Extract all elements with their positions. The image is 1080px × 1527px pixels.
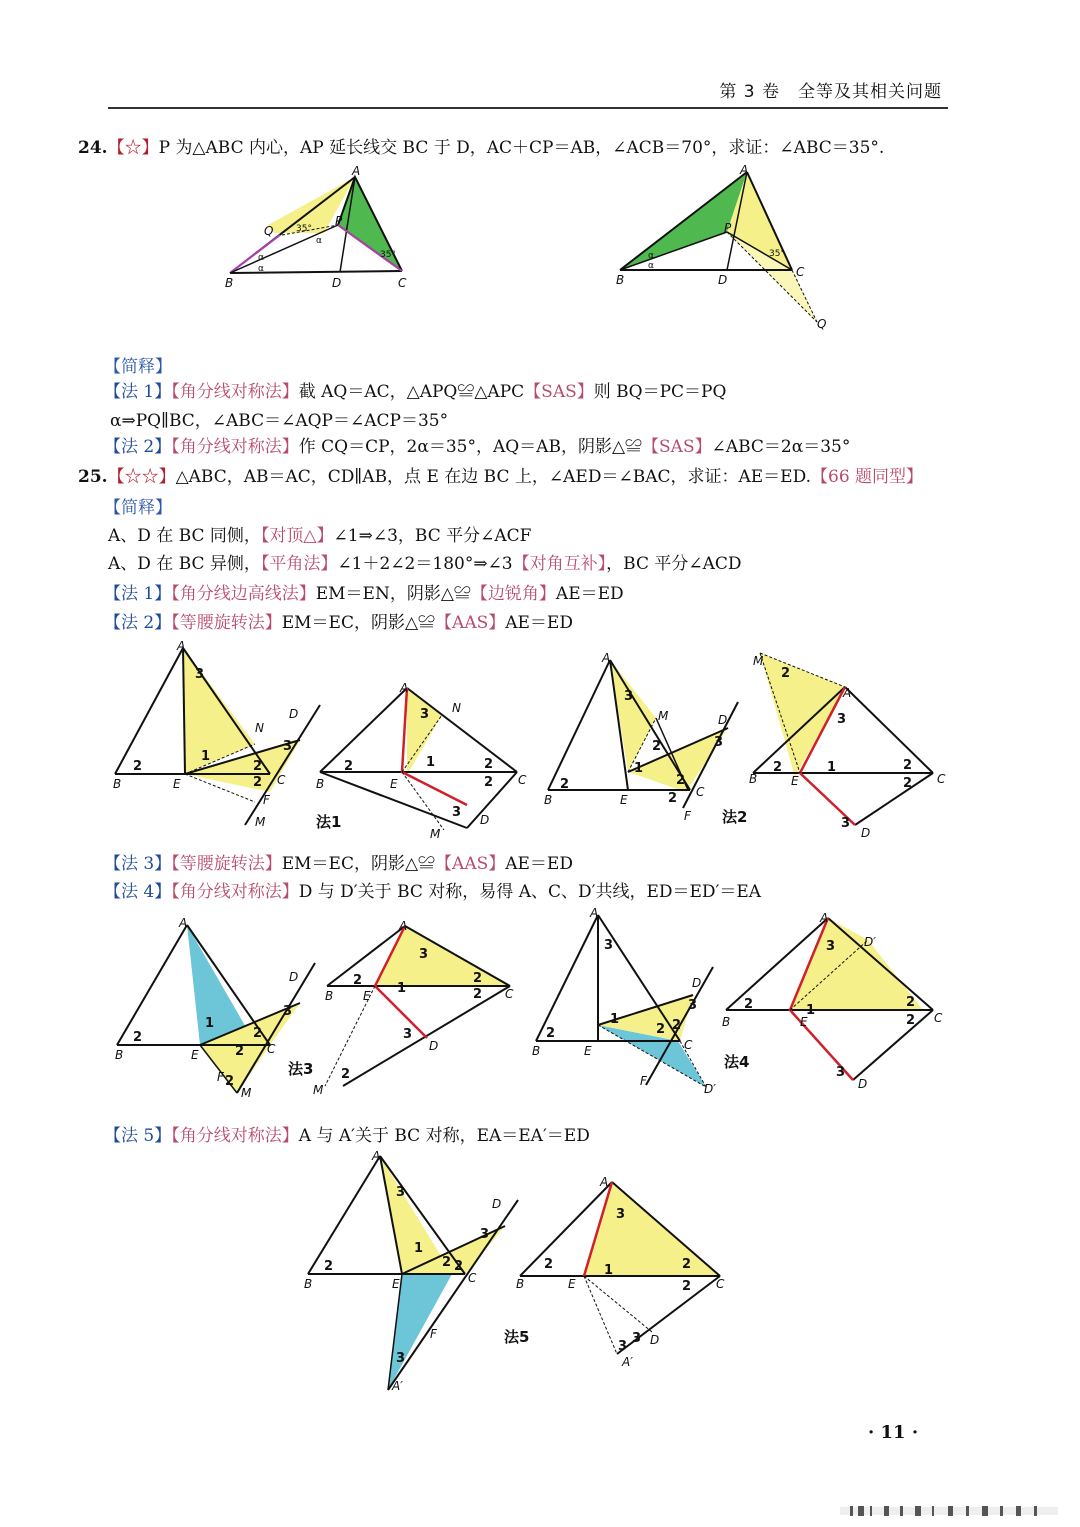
svg-text:2: 2 <box>672 1018 682 1033</box>
q25-figure-row3-1 <box>300 1148 530 1398</box>
svg-text:D: D <box>429 1039 439 1053</box>
svg-text:F: F <box>217 1070 224 1084</box>
svg-text:E: E <box>390 777 398 791</box>
svg-text:B: B <box>616 273 625 287</box>
page-number: · 11 · <box>868 1422 919 1443</box>
svg-text:3: 3 <box>841 816 851 831</box>
svg-text:A: A <box>590 906 599 920</box>
svg-text:2: 2 <box>133 759 143 774</box>
svg-text:D: D <box>289 707 299 721</box>
q25-method-5: 【法 5】【角分线对称法】A 与 A′关于 BC 对称，EA＝EA′＝ED <box>104 1126 590 1146</box>
svg-text:A: A <box>372 1149 381 1163</box>
caption-fa1: 法1 <box>316 813 342 831</box>
svg-text:1: 1 <box>634 761 644 776</box>
barcode-strip <box>840 1505 1058 1517</box>
svg-text:2: 2 <box>341 1067 351 1082</box>
svg-text:2: 2 <box>656 1022 666 1037</box>
svg-text:B: B <box>225 276 234 290</box>
svg-text:B: B <box>532 1044 541 1058</box>
svg-text:F: F <box>684 809 691 823</box>
svg-text:A′: A′ <box>622 1355 633 1369</box>
svg-text:35°: 35° <box>769 249 785 259</box>
svg-text:E: E <box>363 989 371 1003</box>
svg-text:F: F <box>640 1074 647 1088</box>
svg-text:F: F <box>263 793 270 807</box>
svg-text:D: D <box>332 276 342 290</box>
q25-figure-row1-4 <box>745 645 955 845</box>
svg-text:C: C <box>277 773 286 787</box>
svg-text:3: 3 <box>283 739 293 754</box>
q25-method-4: 【法 4】【角分线对称法】D 与 D′关于 BC 对称，易得 A、C、D′共线，ED＝ED′＝EA <box>104 882 762 902</box>
svg-text:C: C <box>716 1277 725 1291</box>
svg-text:α: α <box>258 264 264 274</box>
svg-text:2: 2 <box>253 1026 263 1041</box>
svg-text:2: 2 <box>676 773 686 788</box>
svg-text:2: 2 <box>903 776 913 791</box>
svg-text:A: A <box>600 1175 609 1189</box>
svg-text:E: E <box>620 793 628 807</box>
q25-jianshi: 【简释】 <box>104 498 172 518</box>
q25-figure-row2-2 <box>305 918 530 1098</box>
svg-text:3: 3 <box>604 938 614 953</box>
header-title: 第 3 卷 全等及其相关问题 <box>719 82 942 102</box>
svg-text:2: 2 <box>682 1279 692 1294</box>
svg-text:2: 2 <box>442 1255 452 1270</box>
svg-text:B: B <box>325 989 334 1003</box>
svg-text:E: E <box>392 1277 400 1291</box>
svg-text:D: D <box>858 1077 868 1091</box>
svg-text:P: P <box>724 221 732 235</box>
svg-text:B: B <box>316 777 325 791</box>
svg-text:3: 3 <box>419 947 429 962</box>
svg-text:1: 1 <box>604 1263 614 1278</box>
svg-text:3: 3 <box>616 1207 626 1222</box>
svg-text:2: 2 <box>324 1259 334 1274</box>
svg-text:M: M <box>430 827 441 841</box>
caption-fa3: 法3 <box>288 1060 314 1078</box>
svg-text:A: A <box>177 640 186 653</box>
q25-line-2: A、D 在 BC 异侧，【平角法】∠1＋2∠2＝180°⇒∠3【对角互补】，BC 平分∠ACD <box>108 554 742 574</box>
svg-text:A′: A′ <box>392 1379 403 1393</box>
svg-text:E: E <box>568 1277 576 1291</box>
svg-text:D: D <box>492 1197 502 1211</box>
svg-text:3: 3 <box>396 1351 406 1366</box>
svg-text:B: B <box>722 1015 731 1029</box>
svg-text:M: M <box>255 815 266 829</box>
svg-text:2: 2 <box>473 987 483 1002</box>
svg-text:N: N <box>452 701 461 715</box>
svg-text:α: α <box>258 253 264 263</box>
svg-text:A: A <box>399 919 408 933</box>
svg-text:3: 3 <box>195 667 205 682</box>
svg-text:B: B <box>304 1277 313 1291</box>
q24-number: 24. <box>78 138 108 158</box>
svg-text:1: 1 <box>414 1241 424 1256</box>
svg-text:A: A <box>820 911 829 925</box>
svg-text:M: M <box>753 654 764 668</box>
svg-text:2: 2 <box>544 1257 554 1272</box>
svg-text:1: 1 <box>806 1003 816 1018</box>
svg-text:α: α <box>648 251 654 261</box>
svg-text:2: 2 <box>484 775 494 790</box>
svg-text:C: C <box>937 772 946 786</box>
svg-text:E: E <box>800 1015 808 1029</box>
svg-text:B: B <box>115 1048 124 1062</box>
svg-text:B: B <box>113 777 122 791</box>
svg-text:2: 2 <box>344 759 354 774</box>
svg-text:3: 3 <box>632 1331 642 1346</box>
svg-text:E: E <box>173 777 181 791</box>
svg-text:2: 2 <box>253 775 263 790</box>
q25-figure-row2-4 <box>718 910 958 1095</box>
q25-statement: 25.【☆☆】△ABC，AB＝AC，CD∥AB，点 E 在边 BC 上，∠AED＝∠BAC，求证：AE＝ED.【66 题同型】 <box>78 467 924 487</box>
svg-text:D: D <box>289 970 299 984</box>
svg-text:A: A <box>602 651 611 665</box>
svg-text:N: N <box>255 721 264 735</box>
svg-text:M: M <box>313 1083 324 1097</box>
q25-figure-row1-2 <box>312 680 532 845</box>
svg-text:2: 2 <box>473 971 483 986</box>
svg-text:3: 3 <box>480 1227 490 1242</box>
q25-figure-row3-2 <box>512 1172 737 1377</box>
svg-text:3: 3 <box>714 735 724 750</box>
svg-text:M: M <box>241 1086 252 1100</box>
svg-text:2: 2 <box>253 759 263 774</box>
svg-text:2: 2 <box>353 973 363 988</box>
svg-text:2: 2 <box>225 1074 235 1089</box>
q24-figure-2 <box>612 162 842 337</box>
svg-text:2: 2 <box>235 1044 245 1059</box>
svg-text:D: D <box>861 826 871 840</box>
svg-text:E: E <box>584 1044 592 1058</box>
svg-text:C: C <box>267 1042 276 1056</box>
svg-text:F: F <box>430 1327 437 1341</box>
svg-text:C: C <box>398 276 407 290</box>
svg-text:M: M <box>658 709 669 723</box>
svg-text:1: 1 <box>201 749 211 764</box>
q24-method-1: 【法 1】【角分线对称法】截 AQ＝AC，△APQ≌△APC【SAS】则 BQ＝PC＝PQ <box>104 382 727 402</box>
svg-text:3: 3 <box>826 939 836 954</box>
svg-text:D′: D′ <box>704 1082 716 1095</box>
caption-fa4: 法4 <box>724 1053 750 1071</box>
svg-text:2: 2 <box>133 1030 143 1045</box>
svg-text:C: C <box>518 773 527 787</box>
svg-text:2: 2 <box>668 791 678 806</box>
svg-text:A: A <box>179 916 188 930</box>
svg-text:B: B <box>749 772 758 786</box>
svg-text:E: E <box>191 1048 199 1062</box>
svg-text:A: A <box>352 165 361 178</box>
q24-method-1-line2: α⇒PQ∥BC，∠ABC＝∠AQP＝∠ACP＝35° <box>110 411 449 431</box>
svg-text:35°: 35° <box>296 224 312 234</box>
svg-text:2: 2 <box>682 1257 692 1272</box>
svg-text:35°: 35° <box>380 250 396 260</box>
svg-text:E: E <box>791 774 799 788</box>
caption-fa2: 法2 <box>722 808 748 826</box>
q25-figure-row1-1 <box>105 640 335 835</box>
svg-text:C: C <box>468 1271 477 1285</box>
svg-text:2: 2 <box>906 995 916 1010</box>
svg-text:3: 3 <box>420 707 430 722</box>
svg-text:3: 3 <box>396 1185 406 1200</box>
svg-text:1: 1 <box>426 755 436 770</box>
q25-figure-row1-3 <box>538 650 748 825</box>
svg-text:3: 3 <box>837 712 847 727</box>
q24-stars: 【☆】 <box>107 138 159 158</box>
svg-text:2: 2 <box>560 777 570 792</box>
svg-text:3: 3 <box>836 1065 846 1080</box>
svg-text:1: 1 <box>397 981 407 996</box>
svg-text:A: A <box>400 681 409 695</box>
q24-figure-1 <box>220 165 420 290</box>
q25-line-1: A、D 在 BC 同侧，【对顶△】∠1⇒∠3，BC 平分∠ACF <box>108 526 532 546</box>
svg-text:P: P <box>335 214 343 228</box>
q24-jianshi: 【简释】 <box>104 357 172 377</box>
q25-figure-row2-3 <box>528 905 738 1095</box>
svg-text:α: α <box>316 236 322 246</box>
svg-text:3: 3 <box>403 1027 413 1042</box>
svg-text:D: D <box>718 713 728 727</box>
svg-text:C: C <box>696 785 705 799</box>
svg-text:3: 3 <box>283 1004 293 1019</box>
svg-text:D: D <box>480 813 490 827</box>
svg-text:2: 2 <box>744 997 754 1012</box>
svg-text:2: 2 <box>781 666 791 681</box>
svg-text:2: 2 <box>484 757 494 772</box>
svg-text:B: B <box>516 1277 525 1291</box>
svg-text:2: 2 <box>773 760 783 775</box>
svg-text:C: C <box>505 987 514 1001</box>
q25-method-3: 【法 3】【等腰旋转法】EM＝EC，阴影△≌【AAS】AE＝ED <box>104 854 573 874</box>
svg-text:D: D <box>650 1333 660 1347</box>
svg-text:Q: Q <box>264 224 274 238</box>
svg-text:2: 2 <box>546 1026 556 1041</box>
q25-method-1: 【法 1】【角分线边高线法】EM＝EN，阴影△≌【边锐角】AE＝ED <box>104 584 624 604</box>
svg-text:α: α <box>648 261 654 271</box>
svg-text:3: 3 <box>624 689 634 704</box>
q24-text: P 为△ABC 内心，AP 延长线交 BC 于 D，AC＋CP＝AB，∠ACB＝70°，求证：∠ABC＝35°. <box>158 138 885 158</box>
svg-text:C: C <box>684 1038 693 1052</box>
svg-text:B: B <box>544 793 553 807</box>
svg-text:3: 3 <box>452 805 462 820</box>
svg-text:1: 1 <box>827 760 837 775</box>
q24-method-2: 【法 2】【角分线对称法】作 CQ＝CP，2α＝35°，AQ＝AB，阴影△≌【SAS】∠ABC＝2α＝35° <box>104 437 851 457</box>
q24-statement <box>78 133 884 158</box>
svg-text:D: D <box>718 273 728 287</box>
caption-fa5: 法5 <box>504 1328 530 1346</box>
svg-text:2: 2 <box>652 739 662 754</box>
svg-text:D: D <box>692 976 702 990</box>
svg-text:3: 3 <box>688 998 698 1013</box>
svg-text:2: 2 <box>906 1013 916 1028</box>
q25-method-2: 【法 2】【等腰旋转法】EM＝EC，阴影△≌【AAS】AE＝ED <box>104 613 573 633</box>
svg-text:Q: Q <box>817 317 827 331</box>
svg-text:2: 2 <box>903 758 913 773</box>
svg-text:1: 1 <box>205 1016 215 1031</box>
svg-text:C: C <box>796 265 805 279</box>
svg-text:3: 3 <box>618 1339 628 1354</box>
svg-text:2: 2 <box>454 1259 464 1274</box>
svg-text:A: A <box>843 686 852 700</box>
svg-text:1: 1 <box>610 1012 620 1027</box>
svg-text:D′: D′ <box>864 935 876 949</box>
svg-text:C: C <box>934 1011 943 1025</box>
svg-text:A: A <box>740 163 749 177</box>
page-header <box>108 75 948 109</box>
